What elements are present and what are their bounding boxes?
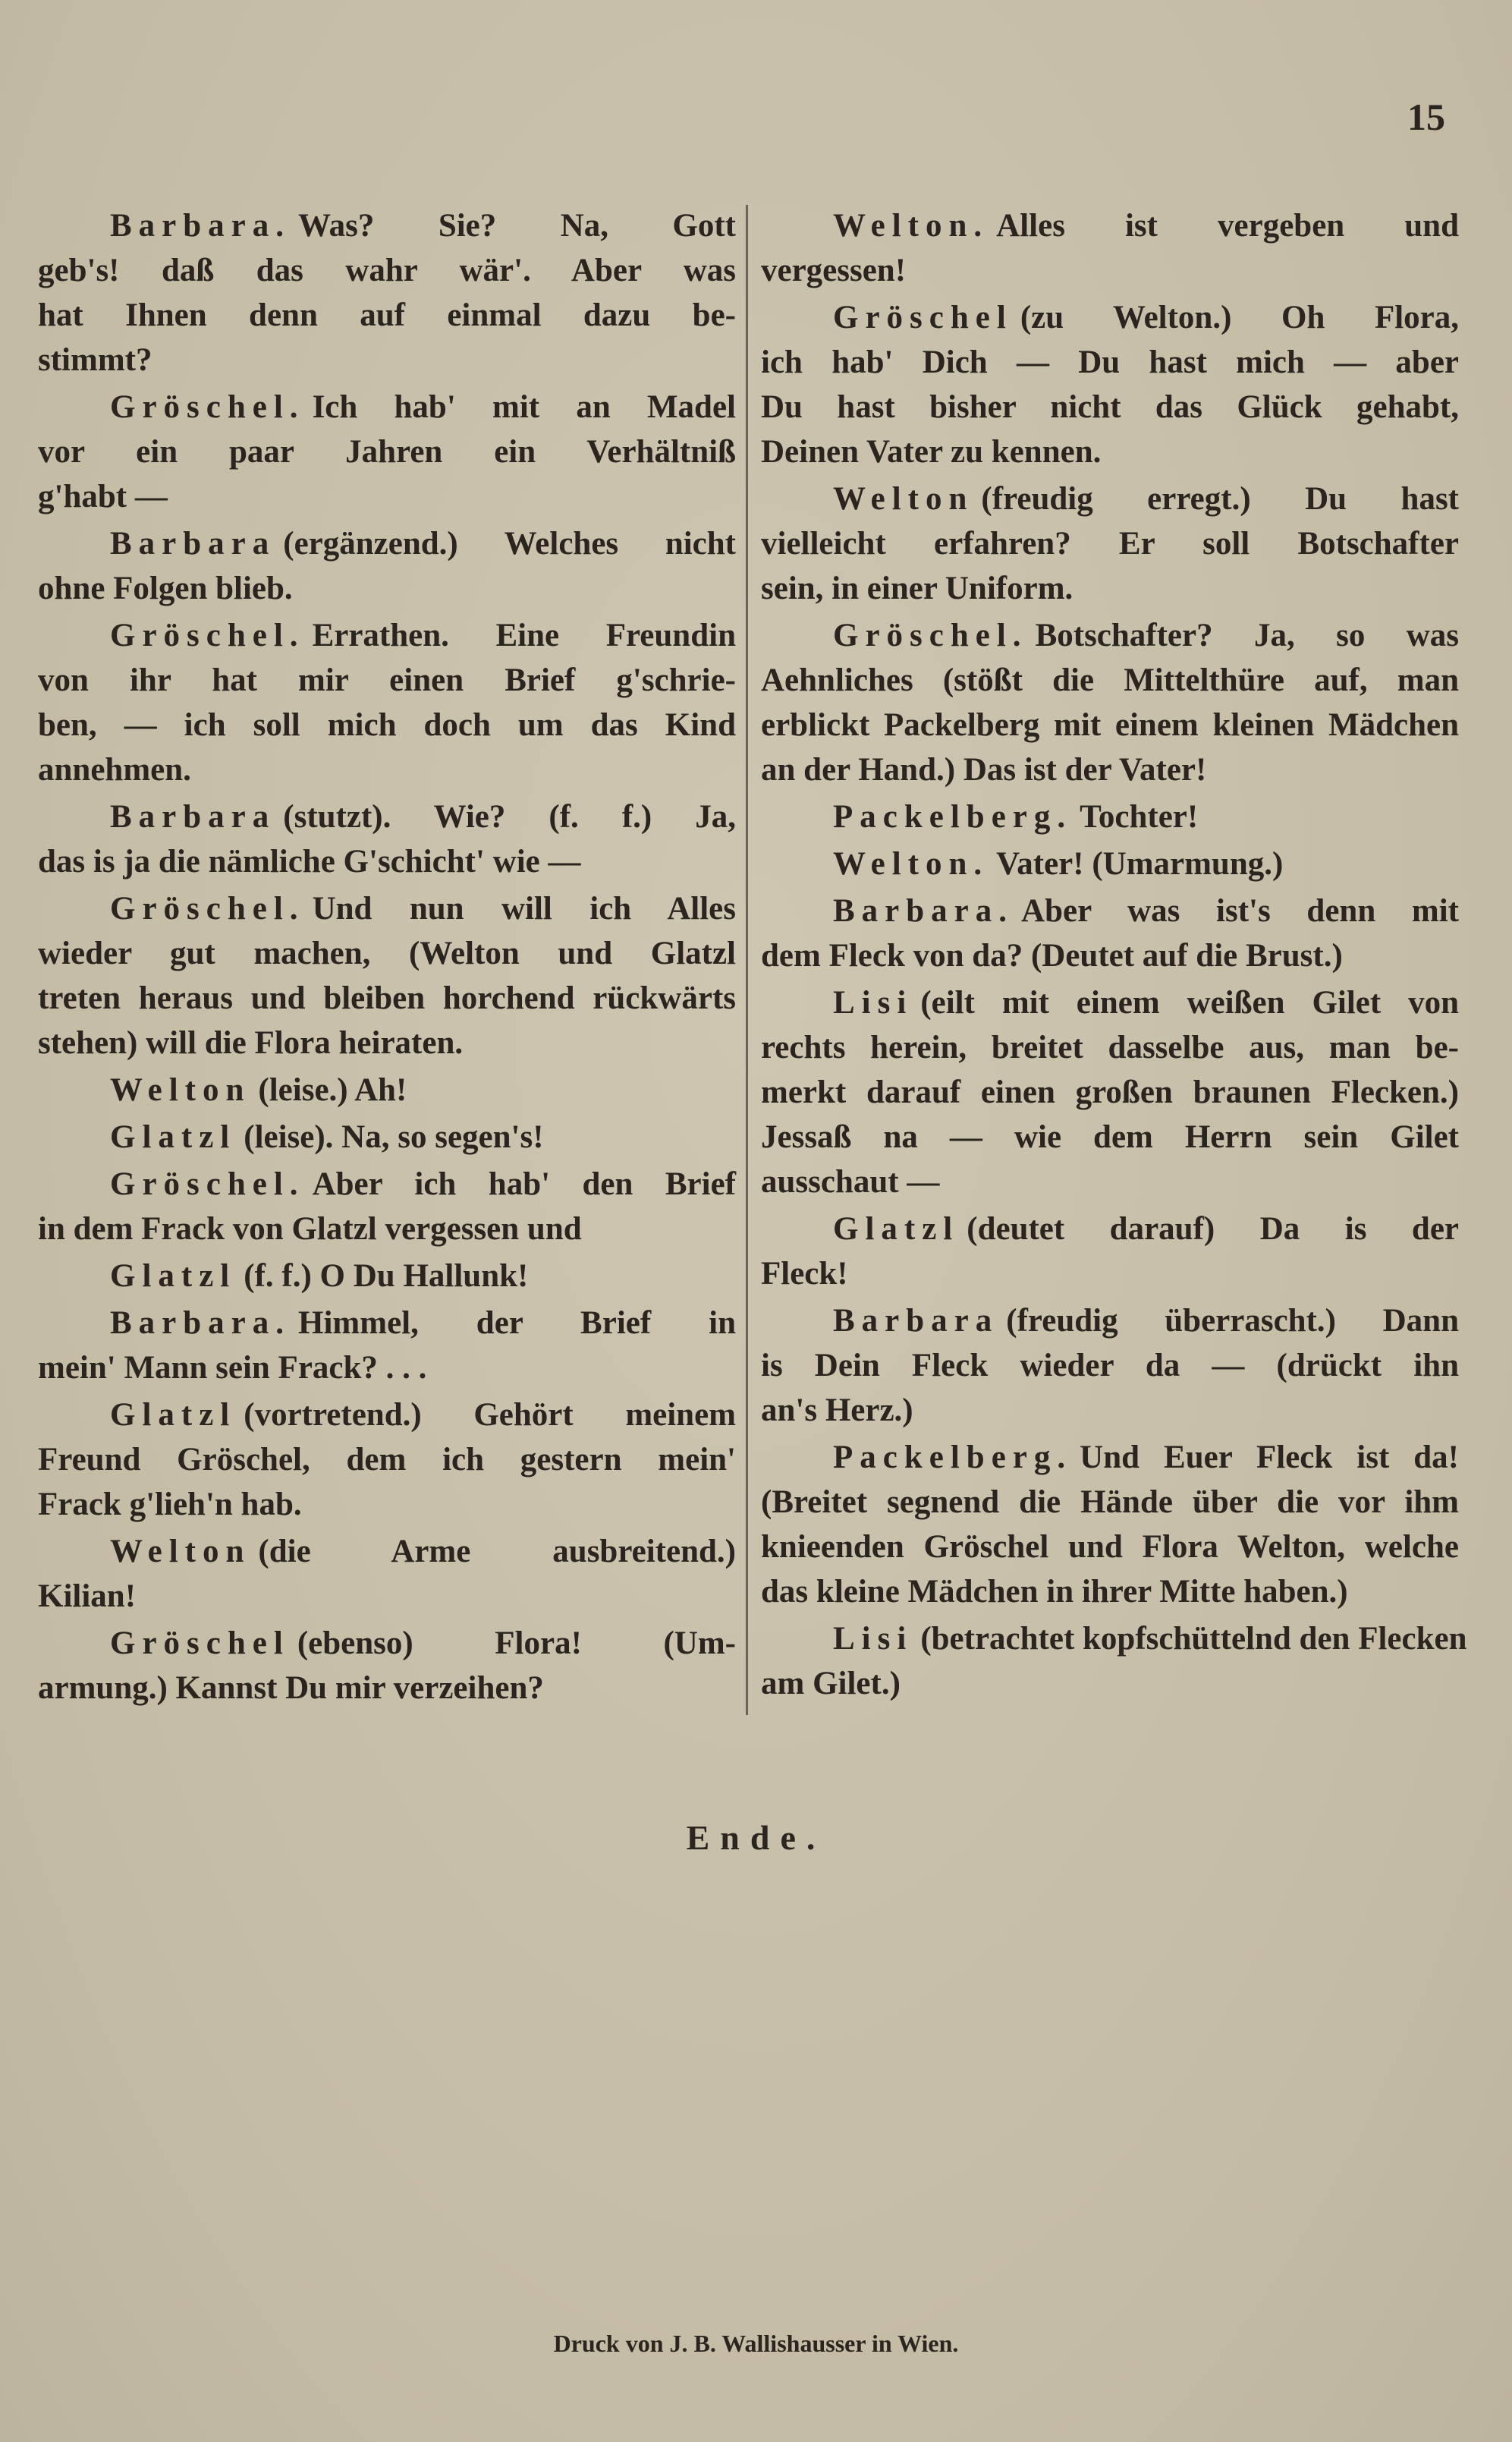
text-line: [761, 658, 1459, 703]
text-line: [38, 931, 736, 976]
line-text: treten heraus und bleiben horchend rückwärts: [38, 980, 736, 1016]
line-text: ben, — ich soll mich doch um das Kind: [38, 707, 736, 743]
text-line: [761, 889, 1459, 933]
speaker-name: Gröschel.: [110, 1166, 305, 1202]
line-text: an's Herz.): [761, 1393, 913, 1428]
line-text: an der Hand.) Das ist der Vater!: [761, 752, 1207, 788]
dialogue-paragraph: [38, 1068, 736, 1112]
dialogue-paragraph: [761, 980, 1459, 1204]
line-text: Frack g'lieh'n hab.: [38, 1487, 302, 1522]
dialogue-paragraph: [38, 1162, 736, 1251]
text-line: [761, 1525, 1459, 1569]
line-text: Fleck!: [761, 1256, 848, 1292]
line-text: am Gilet.): [761, 1666, 901, 1701]
line-text: in dem Frack von Glatzl vergessen und: [38, 1211, 582, 1247]
text-line: [38, 613, 736, 658]
speaker-name: Welton.: [833, 208, 989, 244]
text-line: [761, 1207, 1459, 1251]
text-line: [761, 1388, 1459, 1433]
text-line: [761, 203, 1459, 248]
line-text: von ihr hat mir einen Brief g'schrie-: [38, 662, 736, 698]
text-line: [38, 1666, 736, 1710]
speaker-name: Barbara: [110, 799, 276, 835]
text-line: [761, 1616, 1467, 1661]
text-line: [38, 203, 736, 248]
line-text: Errathen. Eine Freundin: [312, 618, 736, 653]
text-line: [38, 658, 736, 703]
line-text: (deutet darauf) Da is der: [967, 1211, 1459, 1247]
text-line: [761, 842, 1459, 886]
speaker-name: Barbara.: [110, 208, 291, 244]
text-line: [761, 980, 1459, 1025]
text-line: [38, 1021, 736, 1065]
speaker-name: Glatzl: [833, 1211, 960, 1247]
line-text: (eilt mit einem weißen Gilet von: [920, 985, 1459, 1021]
line-text: merkt darauf einen großen braunen Flecken.): [761, 1075, 1459, 1110]
text-line: [38, 1345, 736, 1390]
dialogue-paragraph: [38, 521, 736, 611]
line-text: (betrachtet kopfschüttelnd den Flecken: [920, 1621, 1467, 1657]
line-text: ohne Folgen blieb.: [38, 571, 293, 606]
dialogue-paragraph: [761, 477, 1459, 611]
speaker-name: Barbara: [110, 526, 276, 562]
text-line: [761, 933, 1459, 978]
speaker-name: Welton: [833, 481, 974, 517]
dialogue-paragraph: [38, 1529, 736, 1619]
text-line: [761, 1025, 1459, 1070]
line-text: das is ja die nämliche G'schicht' wie —: [38, 844, 581, 880]
left-column: [38, 203, 736, 1713]
line-text: (vortretend.) Gehört meinem: [244, 1397, 736, 1433]
dialogue-paragraph: [38, 613, 736, 792]
text-line: [761, 1661, 1459, 1706]
text-line: [38, 839, 736, 884]
dialogue-paragraph: [38, 1115, 736, 1160]
dialogue-paragraph: [761, 203, 1459, 293]
text-line: [761, 1251, 1459, 1296]
text-line: [761, 613, 1459, 658]
dialogue-paragraph: [761, 842, 1459, 886]
line-text: g'habt —: [38, 479, 168, 515]
line-text: Was? Sie? Na, Gott: [298, 208, 736, 244]
dialogue-paragraph: [38, 385, 736, 519]
line-text: ich hab' Dich — Du hast mich — aber: [761, 345, 1459, 380]
speaker-name: Welton.: [833, 846, 989, 882]
right-column: [761, 203, 1467, 1708]
line-text: Aber was ist's denn mit: [1021, 893, 1459, 929]
dialogue-paragraph: [761, 295, 1459, 474]
text-line: [761, 566, 1459, 611]
line-text: annehmen.: [38, 752, 191, 788]
text-line: [38, 1574, 736, 1619]
text-line: [761, 1569, 1459, 1614]
speaker-name: Packelberg.: [833, 799, 1073, 835]
speaker-name: Lisi: [833, 985, 913, 1021]
line-text: Und nun will ich Alles: [312, 891, 736, 927]
line-text: (Breitet segnend die Hände über die vor ihm: [761, 1484, 1459, 1520]
speaker-name: Barbara.: [833, 893, 1014, 929]
line-text: ausschaut —: [761, 1164, 940, 1200]
text-line: [761, 295, 1459, 340]
line-text: mein' Mann sein Frack? . . .: [38, 1350, 427, 1386]
text-line: [38, 795, 736, 839]
line-text: (ebenso) Flora! (Um-: [297, 1625, 736, 1661]
line-text: sein, in einer Uniform.: [761, 571, 1073, 606]
text-line: [38, 248, 736, 293]
speaker-name: Gröschel.: [110, 618, 305, 653]
text-line: [761, 1435, 1459, 1480]
text-line: [38, 1482, 736, 1527]
line-text: is Dein Fleck wieder da — (drückt ihn: [761, 1348, 1459, 1383]
text-line: [38, 1301, 736, 1345]
line-text: Botschafter? Ja, so was: [1035, 618, 1459, 653]
text-line: [38, 1254, 736, 1298]
line-text: (f. f.) O Du Hallunk!: [244, 1258, 529, 1294]
column-divider: [746, 205, 748, 1715]
text-line: [38, 1068, 736, 1112]
text-line: [38, 385, 736, 430]
text-line: [761, 795, 1459, 839]
text-line: [761, 1480, 1459, 1525]
speaker-name: Gröschel.: [110, 389, 305, 425]
line-text: wieder gut machen, (Welton und Glatzl: [38, 936, 736, 971]
dialogue-paragraph: [761, 1298, 1459, 1433]
speaker-name: Barbara: [833, 1303, 999, 1339]
text-line: [38, 474, 736, 519]
text-line: [761, 747, 1459, 792]
speaker-name: Glatzl: [110, 1258, 237, 1294]
speaker-name: Gröschel: [110, 1625, 290, 1661]
dialogue-paragraph: [761, 1207, 1459, 1296]
text-line: [38, 1115, 736, 1160]
line-text: (freudig überrascht.) Dann: [1006, 1303, 1459, 1339]
dialogue-paragraph: [38, 203, 736, 382]
text-line: [761, 1160, 1459, 1204]
line-text: (ergänzend.) Welches nicht: [283, 526, 736, 562]
line-text: erblickt Packelberg mit einem kleinen Mädchen: [761, 707, 1459, 743]
text-line: [38, 1162, 736, 1207]
line-text: Aber ich hab' den Brief: [312, 1166, 736, 1202]
text-line: [38, 1207, 736, 1251]
text-line: [761, 340, 1459, 385]
dialogue-paragraph: [38, 1254, 736, 1298]
line-text: Deinen Vater zu kennen.: [761, 434, 1102, 470]
speaker-name: Gröschel: [833, 300, 1013, 335]
dialogue-paragraph: [38, 886, 736, 1065]
line-text: hat Ihnen denn auf einmal dazu be-: [38, 297, 736, 333]
end-label: Ende.: [686, 1818, 826, 1857]
speaker-name: Welton: [110, 1072, 251, 1108]
text-line: [761, 1343, 1459, 1388]
line-text: vielleicht erfahren? Er soll Botschafter: [761, 526, 1459, 562]
text-line: [38, 976, 736, 1021]
dialogue-paragraph: [38, 1301, 736, 1390]
line-text: (die Arme ausbreitend.): [258, 1534, 736, 1569]
line-text: vor ein paar Jahren ein Verhältniß: [38, 434, 736, 470]
dialogue-paragraph: [38, 1621, 736, 1710]
speaker-name: Packelberg.: [833, 1440, 1073, 1475]
text-line: [761, 1070, 1459, 1115]
speaker-name: Lisi: [833, 1621, 913, 1657]
line-text: (freudig erregt.) Du hast: [981, 481, 1459, 517]
dialogue-paragraph: [38, 1393, 736, 1527]
line-text: Himmel, der Brief in: [298, 1305, 736, 1341]
line-text: (leise.) Ah!: [258, 1072, 407, 1108]
line-text: stehen) will die Flora heiraten.: [38, 1025, 464, 1061]
speaker-name: Barbara.: [110, 1305, 291, 1341]
dialogue-paragraph: [761, 889, 1459, 978]
line-text: Und Euer Fleck ist da!: [1080, 1440, 1459, 1475]
speaker-name: Gröschel.: [833, 618, 1028, 653]
text-line: [761, 385, 1459, 430]
line-text: Du hast bisher nicht das Glück gehabt,: [761, 389, 1459, 425]
line-text: rechts herein, breitet dasselbe aus, man be-: [761, 1030, 1459, 1065]
dialogue-paragraph: [761, 795, 1459, 839]
text-line: [761, 1298, 1459, 1343]
dialogue-paragraph: [761, 1616, 1467, 1706]
line-text: Ich hab' mit an Madel: [312, 389, 736, 425]
line-text: (zu Welton.) Oh Flora,: [1020, 300, 1459, 335]
text-line: [38, 338, 736, 382]
line-text: geb's! daß das wahr wär'. Aber was: [38, 253, 736, 288]
text-line: [38, 747, 736, 792]
text-line: [761, 248, 1459, 293]
line-text: (stutzt). Wie? (f. f.) Ja,: [283, 799, 736, 835]
text-line: [761, 1115, 1459, 1160]
dialogue-paragraph: [38, 795, 736, 884]
dialogue-paragraph: [761, 1435, 1459, 1614]
line-text: Alles ist vergeben und: [996, 208, 1459, 244]
line-text: Aehnliches (stößt die Mittelthüre auf, man: [761, 662, 1459, 698]
line-text: dem Fleck von da? (Deutet auf die Brust.): [761, 938, 1343, 974]
speaker-name: Glatzl: [110, 1119, 237, 1155]
text-line: [38, 1621, 736, 1666]
text-line: [38, 703, 736, 747]
dialogue-paragraph: [761, 613, 1459, 792]
text-line: [38, 293, 736, 338]
text-line: [38, 886, 736, 931]
text-line: [38, 1393, 736, 1437]
printer-footer: Druck von J. B. Wallishausser in Wien.: [553, 2330, 959, 2357]
line-text: armung.) Kannst Du mir verzeihen?: [38, 1670, 544, 1706]
text-line: [761, 521, 1459, 566]
line-text: Jessaß na — wie dem Herrn sein Gilet: [761, 1119, 1459, 1155]
text-line: [38, 566, 736, 611]
speaker-name: Glatzl: [110, 1397, 237, 1433]
line-text: das kleine Mädchen in ihrer Mitte haben.): [761, 1574, 1348, 1610]
speaker-name: Gröschel.: [110, 891, 305, 927]
line-text: Vater! (Umarmung.): [996, 846, 1284, 882]
line-text: vergessen!: [761, 253, 907, 288]
text-line: [761, 477, 1459, 521]
text-line: [38, 521, 736, 566]
line-text: (leise). Na, so segen's!: [244, 1119, 544, 1155]
line-text: Tochter!: [1080, 799, 1199, 835]
line-text: Kilian!: [38, 1578, 137, 1614]
text-line: [761, 703, 1459, 747]
line-text: stimmt?: [38, 342, 152, 378]
line-text: Freund Gröschel, dem ich gestern mein': [38, 1442, 736, 1477]
text-line: [761, 430, 1459, 474]
text-line: [38, 1529, 736, 1574]
page-number: 15: [1407, 96, 1445, 138]
speaker-name: Welton: [110, 1534, 251, 1569]
text-line: [38, 1437, 736, 1482]
text-line: [38, 430, 736, 474]
line-text: knieenden Gröschel und Flora Welton, welche: [761, 1529, 1459, 1565]
